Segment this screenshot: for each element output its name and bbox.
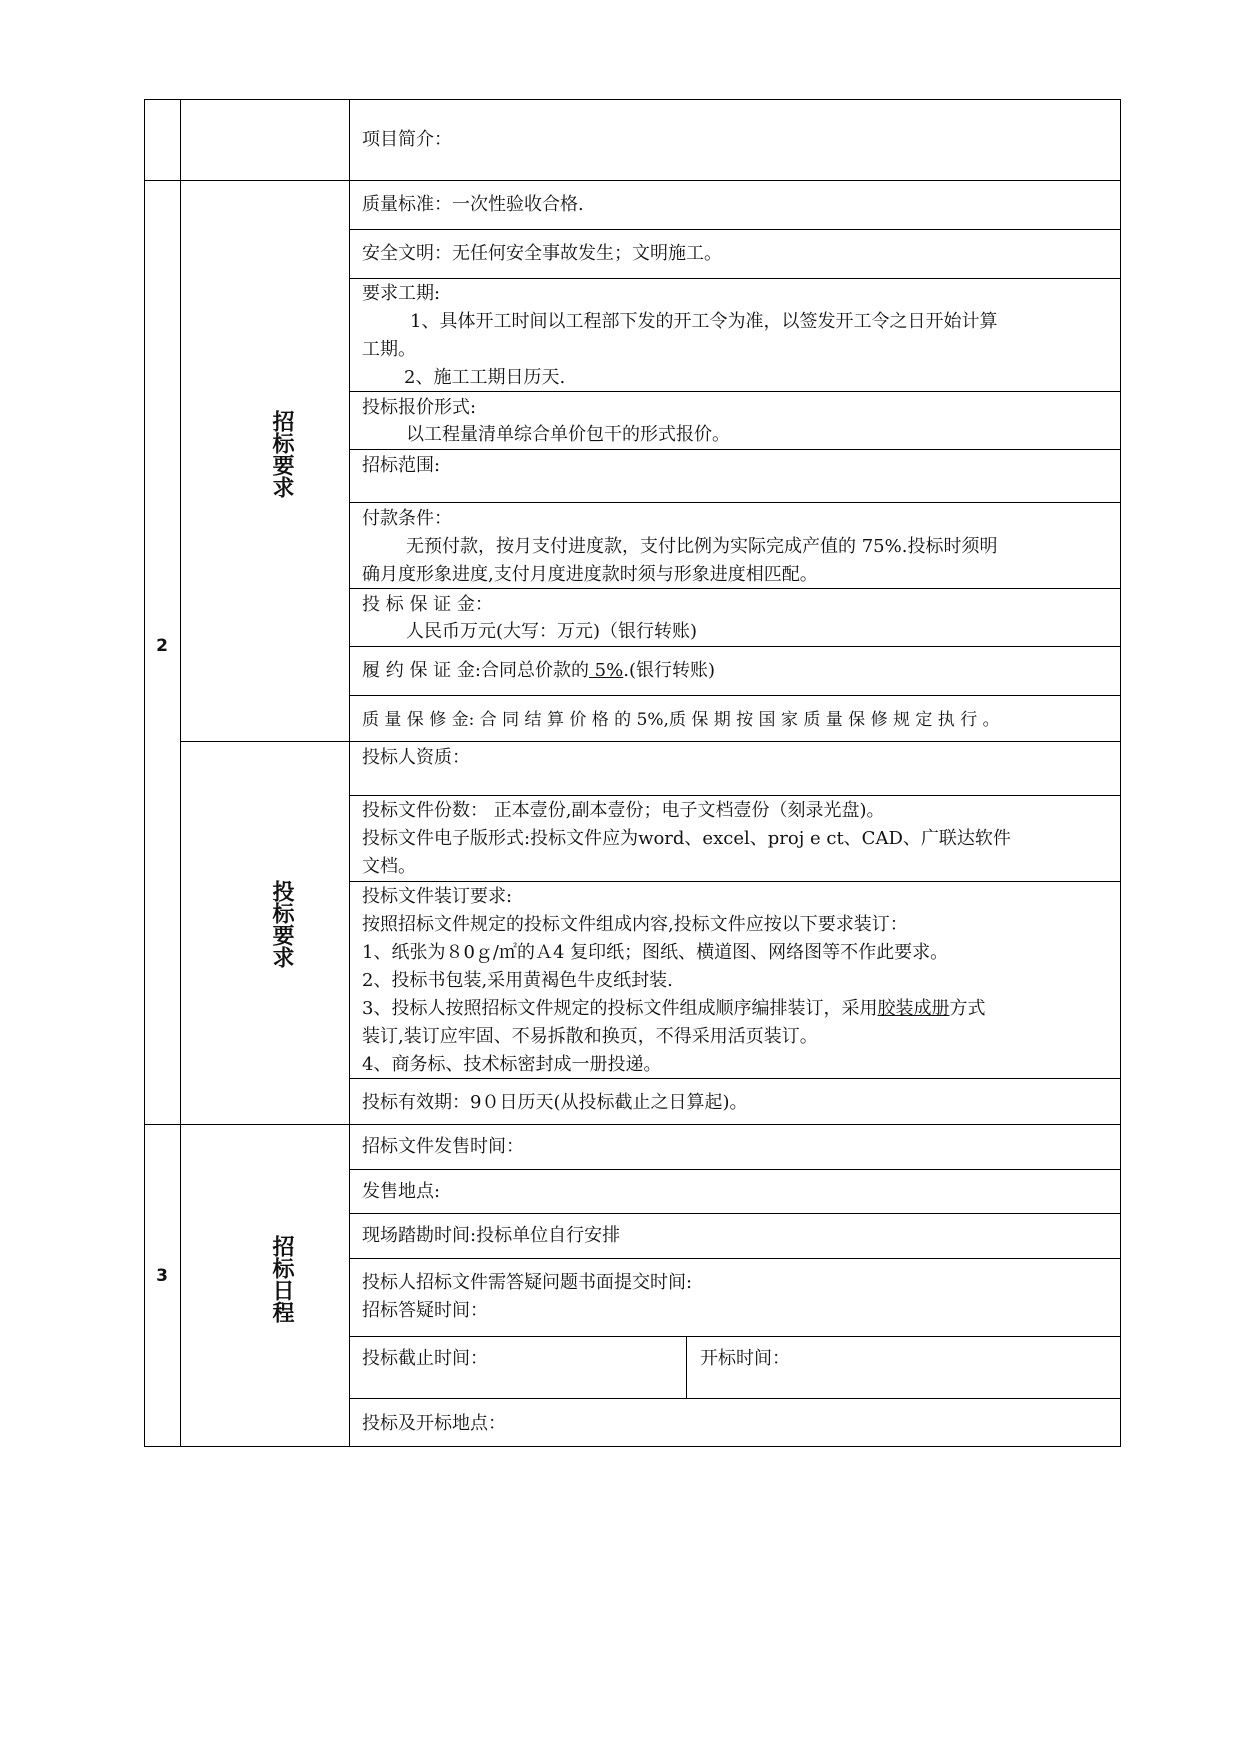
- performance-bond-rate: 5%: [588, 660, 624, 681]
- payment-title: 付款条件：: [362, 508, 452, 529]
- quality-warranty: 质 量 保 修 金: 合 同 结 算 价 格 的 5%,质 保 期 按 国 家 质 量 保 修 规 定 执 行 。: [362, 710, 1000, 730]
- binding-intro: 按照招标文件规定的投标文件组成内容,投标文件应按以下要求装订：: [362, 914, 908, 935]
- row-line: [144, 180, 1121, 181]
- bid-opening-time: 开标时间：: [700, 1348, 790, 1369]
- performance-bond-suffix: .(银行转账): [623, 660, 716, 681]
- project-intro: 项目简介：: [362, 129, 452, 150]
- binding-title: 投标文件装订要求:: [362, 886, 513, 907]
- row-line: [349, 1398, 1121, 1399]
- row-line: [349, 795, 1121, 796]
- binding-item-3-underlined: 胶装成册: [877, 998, 950, 1019]
- quote-title: 投标报价形式:: [362, 397, 477, 418]
- electronic-format-cont: 文档。: [362, 856, 416, 877]
- binding-item-3-cont: 装订,装订应牢固、不易拆散和换页，不得采用活页装订。: [362, 1026, 818, 1047]
- quote-body: 以工程量清单综合单价包干的形式报价。: [406, 424, 730, 445]
- performance-bond: [362, 657, 715, 685]
- period-item-1: 1、具体开工时间以工程部下发的开工令为准，以签发开工令之日开始计算: [410, 311, 998, 332]
- site-visit-time: 现场踏勘时间:投标单位自行安排: [362, 1225, 621, 1246]
- row-line: [180, 741, 1121, 742]
- binding-item-2: 2、投标书包装,采用黄褐色牛皮纸封装.: [362, 970, 673, 991]
- section-number-3: 3: [156, 1266, 168, 1286]
- row-line: [144, 1124, 1121, 1125]
- performance-bond-prefix: 履 约 保 证 金:合同总价款的: [362, 660, 589, 681]
- bid-deadline: 投标截止时间：: [362, 1348, 488, 1369]
- binding-item-3-prefix: 3、投标人按照招标文件规定的投标文件组成顺序编排装订，采用: [362, 998, 878, 1019]
- row-line: [349, 1336, 1121, 1337]
- row-line: [349, 1169, 1121, 1170]
- section-number-2: 2: [156, 636, 168, 656]
- bid-validity: 投标有效期：9０日历天(从投标截止之日算起)。: [362, 1092, 748, 1113]
- section-label-bid-requirements: 投标要求: [269, 880, 294, 968]
- table-divider-deadline: [686, 1336, 687, 1398]
- bid-opening-place: 投标及开标地点：: [362, 1413, 506, 1434]
- tender-scope: 招标范围:: [362, 455, 441, 476]
- binding-item-3-suffix: 方式: [949, 998, 986, 1019]
- row-line: [349, 502, 1121, 503]
- bid-bond-body: 人民币万元(大写：万元)（银行转账): [406, 621, 698, 642]
- section-label-tender-schedule: 招标日程: [269, 1235, 294, 1323]
- safety-civilization: 安全文明：无任何安全事故发生；文明施工。: [362, 243, 722, 264]
- row-line: [349, 449, 1121, 450]
- binding-item-1: 1、纸张为８0ｇ/㎡的Ａ4 复印纸；图纸、横道图、网络图等不作此要求。: [362, 942, 949, 963]
- answer-time: 招标答疑时间：: [362, 1300, 488, 1321]
- period-title: 要求工期:: [362, 283, 441, 304]
- table-border-bottom: [144, 1446, 1121, 1447]
- table-divider-col2: [349, 99, 350, 1447]
- row-line: [349, 881, 1121, 882]
- period-item-2: 2、施工工期日历天.: [404, 367, 566, 388]
- sale-time: 招标文件发售时间：: [362, 1136, 524, 1157]
- payment-body-cont: 确月度形象进度,支付月度进度款时须与形象进度相匹配。: [362, 564, 818, 585]
- table-border-top: [144, 99, 1121, 100]
- row-line: [349, 229, 1121, 230]
- bidder-qualification: 投标人资质：: [362, 747, 470, 768]
- payment-body: 无预付款，按月支付进度款，支付比例为实际完成产值的 75%.投标时须明: [406, 536, 998, 557]
- table-border-left: [144, 99, 145, 1447]
- row-line: [349, 1258, 1121, 1259]
- period-item-1-cont: 工期。: [362, 339, 416, 360]
- bid-copies: 投标文件份数： 正本壹份,副本壹份；电子文档壹份（刻录光盘)。: [362, 800, 885, 821]
- table-divider-col1: [180, 99, 181, 1447]
- section-label-tender-requirements: 招标要求: [269, 410, 294, 498]
- table-border-right: [1120, 99, 1121, 1447]
- question-submission-time: 投标人招标文件需答疑问题书面提交时间:: [362, 1272, 693, 1293]
- row-line: [349, 695, 1121, 696]
- row-line: [349, 1213, 1121, 1214]
- bid-bond-title: 投 标 保 证 金：: [362, 594, 493, 615]
- row-line: [349, 278, 1121, 279]
- sale-place: 发售地点:: [362, 1181, 441, 1202]
- binding-item-4: 4、商务标、技术标密封成一册投递。: [362, 1054, 662, 1075]
- quality-standard: 质量标准：一次性验收合格.: [362, 194, 584, 215]
- electronic-format: 投标文件电子版形式:投标文件应为word、excel、proj e ct、CAD、广联达软件: [362, 828, 1011, 849]
- row-line: [349, 646, 1121, 647]
- binding-item-3: [362, 995, 985, 1023]
